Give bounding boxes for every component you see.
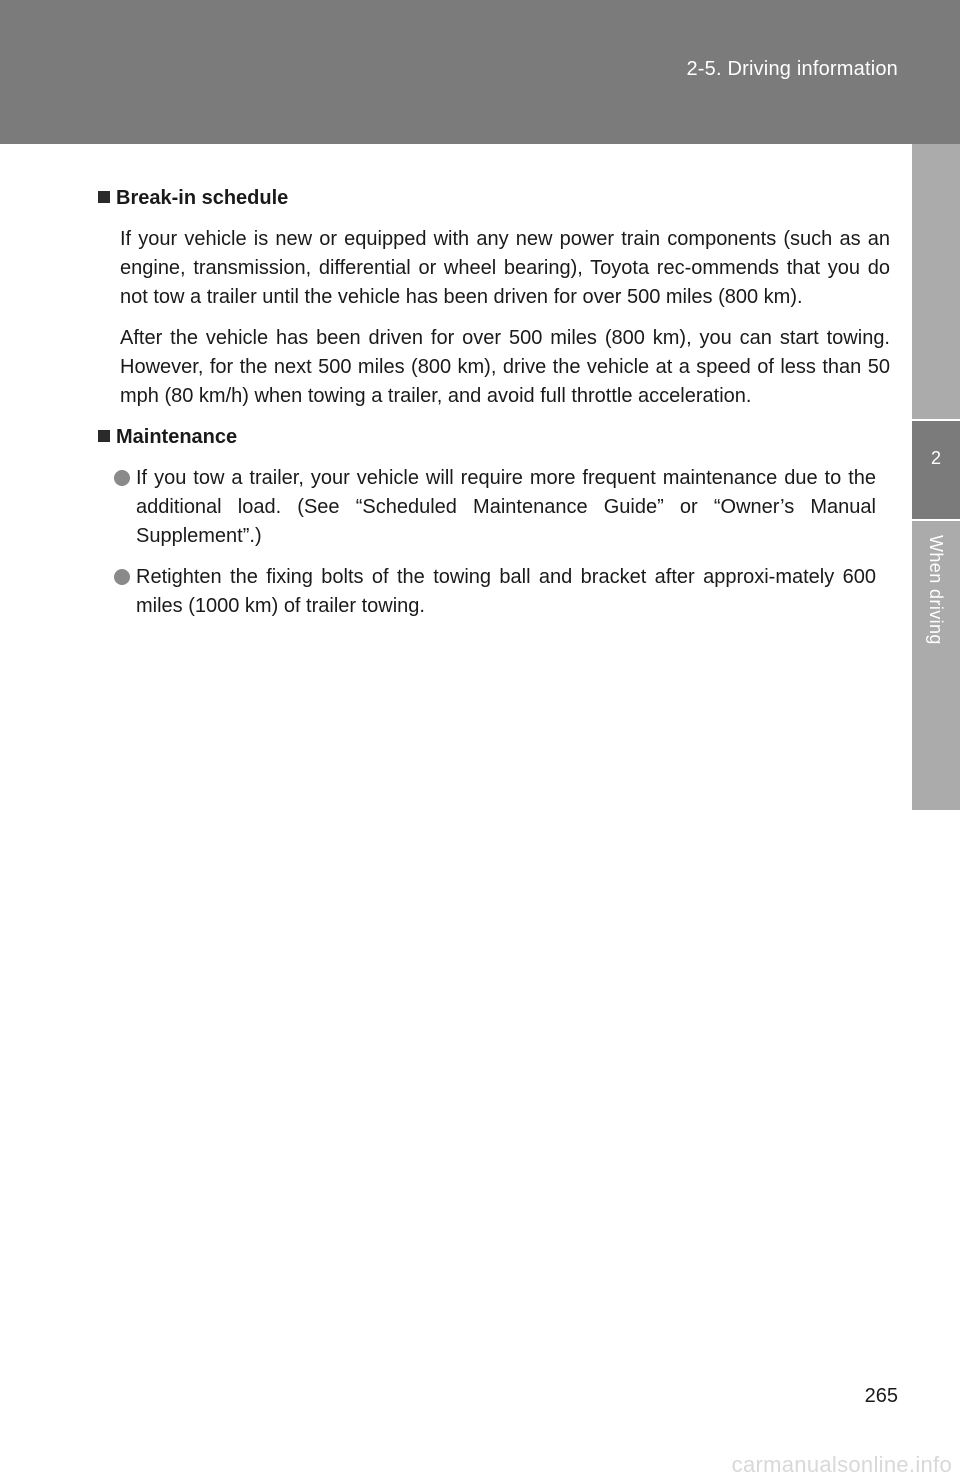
section-heading-maintenance <box>112 423 890 452</box>
circle-bullet-icon <box>114 470 130 486</box>
square-bullet-icon <box>98 191 110 203</box>
chapter-number: 2 <box>930 448 941 468</box>
square-bullet-icon <box>98 430 110 442</box>
bullet-item <box>136 464 876 551</box>
bullet-item <box>136 563 876 621</box>
side-tab-upper <box>912 144 960 419</box>
heading-text: Maintenance <box>116 426 238 448</box>
bullet-text: If you tow a trailer, your vehicle will require more frequent maintenance due to the additional load. (See “Scheduled Maintenance Guide” or “Owner’s Manual Supplement”.) <box>136 467 876 547</box>
section-heading-break-in <box>112 184 890 213</box>
watermark: carmanualsonline.info <box>731 1452 952 1477</box>
page-content <box>98 184 890 633</box>
paragraph: After the vehicle has been driven for over 500 miles (800 km), you can start towing. However, for the next 500 miles (800 km), drive the vehicle at a speed of less than 50 mph (80 km/h) when towing a trailer, and avoid full throttle acceleration. <box>120 327 890 407</box>
section-title: 2-5. Driving information <box>686 58 898 80</box>
chapter-label: When driving <box>926 535 946 645</box>
page-header <box>0 0 960 144</box>
page-number: 265 <box>864 1385 898 1407</box>
heading-text: Break-in schedule <box>116 187 289 209</box>
chapter-number-tab <box>912 421 960 519</box>
circle-bullet-icon <box>114 569 130 585</box>
paragraph: If your vehicle is new or equipped with any new power train components (such as an engine, transmission, differential or wheel bearing), Toyota rec-ommends that you do not tow a trailer until the vehicle has been driven for over 500 miles (800 km). <box>120 228 890 308</box>
bullet-text: Retighten the fixing bolts of the towing ball and bracket after approxi-mately 600 miles (1000 km) of trailer towing. <box>136 566 876 617</box>
